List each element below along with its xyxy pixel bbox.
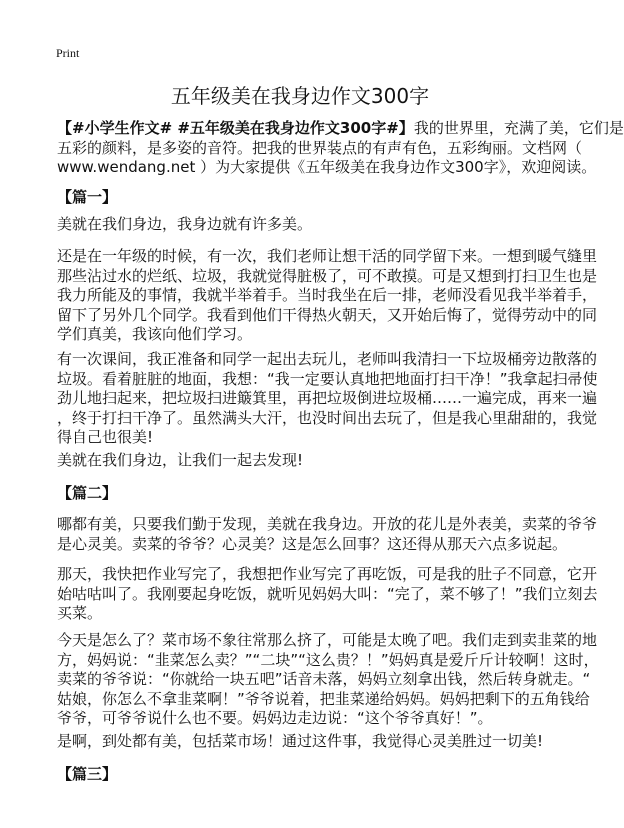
paragraph-line: 还是在一年级的时候，有一次，我们老师让想干活的同学留下来。一想到暖气缝里 [57,247,598,265]
paragraph-line: 我力所能及的事情，我就半举着手。当时我坐在后一排，老师没看见我半举着手， [57,286,598,305]
intro-line: 五彩的颜料，是多姿的音符。把我的世界装点的有声有色，五彩绚丽。文档网（ [57,138,583,157]
intro-paragraph [57,119,624,178]
paragraph-line: 姑娘，你怎么不拿韭菜啊！”爷爷说着，把韭菜递给妈妈。妈妈把剩下的五角钱给 [57,689,590,708]
paragraph [57,732,557,752]
paragraph-line: 得自己也很美! [57,428,154,447]
paragraph-line: 美就在我们身边，让我们一起去发现! [57,451,304,469]
paragraph-line: 有一次课间，我正准备和同学一起出去玩儿，老师叫我清扫一下垃圾桶旁边散落的 [57,350,598,368]
paragraph-line: 那些沾过水的烂纸、垃圾，我就觉得脏极了，可不敢摸。可是又想到打扫卫生也是 [57,266,598,285]
section-heading-3: 【篇三】 [57,765,118,783]
paragraph-line: 美就在我们身边，我身边就有许多美。 [57,215,313,233]
paragraph-line: 方，妈妈说：“韭菜怎么卖？”“二块”“这么贵？！”妈妈真是爱斤斤计较啊！这时， [57,650,599,669]
paragraph [57,247,598,345]
document-title: 五年级美在我身边作文300字 [170,84,430,108]
paragraph-line: 今天是怎么了？菜市场不象往常那么挤了，可能是太晚了吧。我们走到卖韭菜的地 [57,631,598,649]
paragraph-line: 卖菜的爷爷说：“你就给一块五吧”话音未落，妈妈立刻拿出钱，然后转身就走。“ [57,670,591,689]
paragraph-line: 学们真美，我该向他们学习。 [57,325,253,344]
paragraph-line: 垃圾。看着脏脏的地面，我想：“我一定要认真地把地面打扫干净！”我拿起扫帚使 [57,369,598,388]
paragraph-line: 是啊，到处都有美，包括菜市场！通过这件事，我觉得心灵美胜过一切美! [57,732,544,750]
paragraph-line: ，终于打扫干净了。虽然满头大汗，也没时间出去玩了，但是我心里甜甜的，我觉 [57,408,598,427]
intro-tag: 【#小学生作文# #五年级美在我身边作文300字#】 [57,119,414,137]
section-heading-1: 【篇一】 [57,188,118,206]
intro-line: 我的世界里，充满了美，它们是 [413,119,624,137]
paragraph-line: 留下了另外几个同学。我看到他们干得热火朝天，又开始后悔了，觉得劳动中的同 [57,305,598,324]
paragraph-line: 那天，我快把作业写完了，我想把作业写完了再吃饭，可是我的肚子不同意，它开 [57,565,598,583]
paragraph [57,451,557,471]
paragraph [57,515,598,554]
paragraph-line: 劲儿地扫起来，把垃圾扫进簸箕里，再把垃圾倒进垃圾桶……一遍完成，再来一遍 [57,389,598,408]
paragraph-line: 哪都有美，只要我们勤于发现，美就在我身边。开放的花儿是外表美，卖菜的爷爷 [57,515,598,533]
paragraph [57,215,557,235]
paragraph [57,565,598,624]
print-link[interactable]: Print [56,46,80,60]
paragraph [57,631,599,729]
intro-line: www.wendang.net ）为大家提供《五年级美在我身边作文300字》，欢迎阅读。 [57,158,597,177]
paragraph-line: 始咕咕叫了。我刚要起身吃饭，就听见妈妈大叫：“完了，菜不够了！”我们立刻去 [57,584,598,603]
paragraph [57,350,598,448]
paragraph-line: 是心灵美。卖菜的爷爷？心灵美？这是怎么回事？这还得从那天六点多说起。 [57,534,568,553]
section-heading-2: 【篇二】 [57,484,118,502]
paragraph-line: 买菜。 [57,604,103,623]
paragraph-line: 爷爷，可爷爷说什么也不要。妈妈边走边说：“这个爷爷真好！”。 [57,709,493,728]
